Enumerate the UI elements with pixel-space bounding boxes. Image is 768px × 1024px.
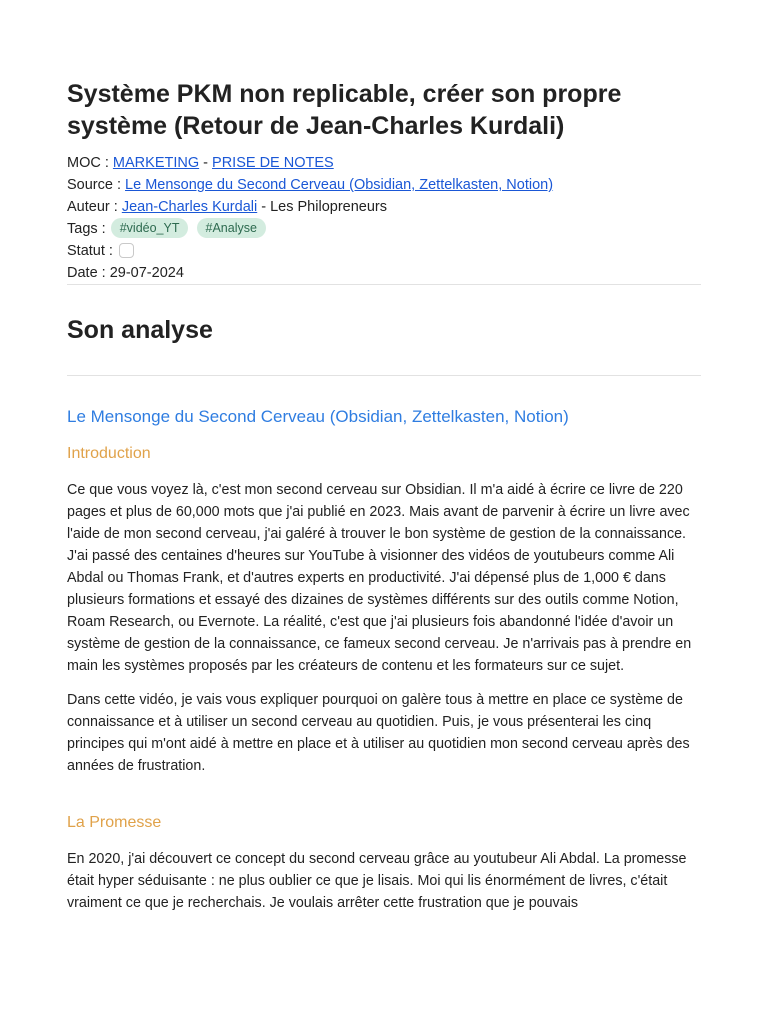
moc-separator: - — [203, 155, 208, 171]
status-label: Statut : — [67, 243, 113, 259]
page-title: Système PKM non replicable, créer son propre système (Retour de Jean-Charles Kurdali) — [67, 80, 622, 140]
divider — [67, 284, 701, 285]
date-label: Date : — [67, 265, 106, 281]
date-line — [67, 262, 701, 284]
section-heading: Son analyse — [67, 316, 213, 344]
moc-label: MOC : — [67, 155, 109, 171]
moc-line — [67, 152, 701, 174]
tags-label: Tags : — [67, 221, 106, 237]
status-line — [67, 240, 701, 262]
promise-paragraph: En 2020, j'ai découvert ce concept du second cerveau grâce au youtubeur Ali Abdal. La promesse était hyper séduisante : ne plus oublier ce que je lisais. Moi qui lis énormément de livres, c'était vraiment ce que je recherchais. Je voulais arrêter cette frustration que je pouvais — [67, 851, 687, 911]
divider — [67, 375, 701, 376]
intro-heading: Introduction — [67, 445, 151, 462]
author-suffix: - Les Philopreneurs — [261, 199, 387, 215]
date-value: 29-07-2024 — [109, 265, 184, 281]
video-title: Le Mensonge du Second Cerveau (Obsidian, Zettelkasten, Notion) — [67, 407, 569, 426]
source-line — [67, 174, 701, 196]
moc-link-marketing[interactable]: MARKETING — [112, 155, 200, 171]
source-link[interactable]: Le Mensonge du Second Cerveau (Obsidian, Zettelkasten, Notion) — [125, 177, 554, 193]
tag-analyse[interactable]: #Analyse — [197, 218, 266, 238]
source-label: Source : — [67, 177, 121, 193]
author-label: Auteur : — [67, 199, 118, 215]
intro-paragraph: Ce que vous voyez là, c'est mon second cerveau sur Obsidian. Il m'a aidé à écrire ce livre de 220 pages et plus de 60,000 mots que j'ai publié en 2023. Mais avant de parvenir à écrire un livre avec l'aide de mon second cerveau, j'ai galéré à trouver le bon système de gestion de la connaissance. J'ai passé des centaines d'heures sur YouTube à visionner des vidéos de youtubeurs comme Ali Abdal ou Thomas Frank, et d'autres experts en productivité. J'ai dépensé plus de 1,000 € dans plusieurs formations et essayé des dizaines de systèmes différents sur des outils comme Notion, Roam Research, ou Evernote. La réalité, c'est que j'ai plusieurs fois abandonné l'idée d'avoir un système de gestion de la connaissance, ce fameux second cerveau. Je n'arrivais pas à prendre en main les systèmes proposés par les créateurs de contenu et les formateurs sur ce sujet. — [67, 482, 692, 674]
moc-link-prise-de-notes[interactable]: PRISE DE NOTES — [212, 155, 334, 171]
author-link[interactable]: Jean-Charles Kurdali — [121, 199, 258, 215]
author-line — [67, 196, 701, 218]
tag-video-yt[interactable]: #vidéo_YT — [111, 218, 189, 238]
status-checkbox[interactable] — [119, 243, 134, 258]
note-content — [67, 78, 701, 914]
promise-heading: La Promesse — [67, 814, 162, 831]
intro-paragraph: Dans cette vidéo, je vais vous expliquer pourquoi on galère tous à mettre en place ce système de connaissance et à utiliser un second cerveau au quotidien. Puis, je vous présenterai les cinq principes qui m'ont aidé à mettre en place et à utiliser au quotidien mon second cerveau après des années de frustration. — [67, 692, 690, 774]
tags-line — [67, 218, 701, 240]
metadata-block — [67, 152, 701, 284]
